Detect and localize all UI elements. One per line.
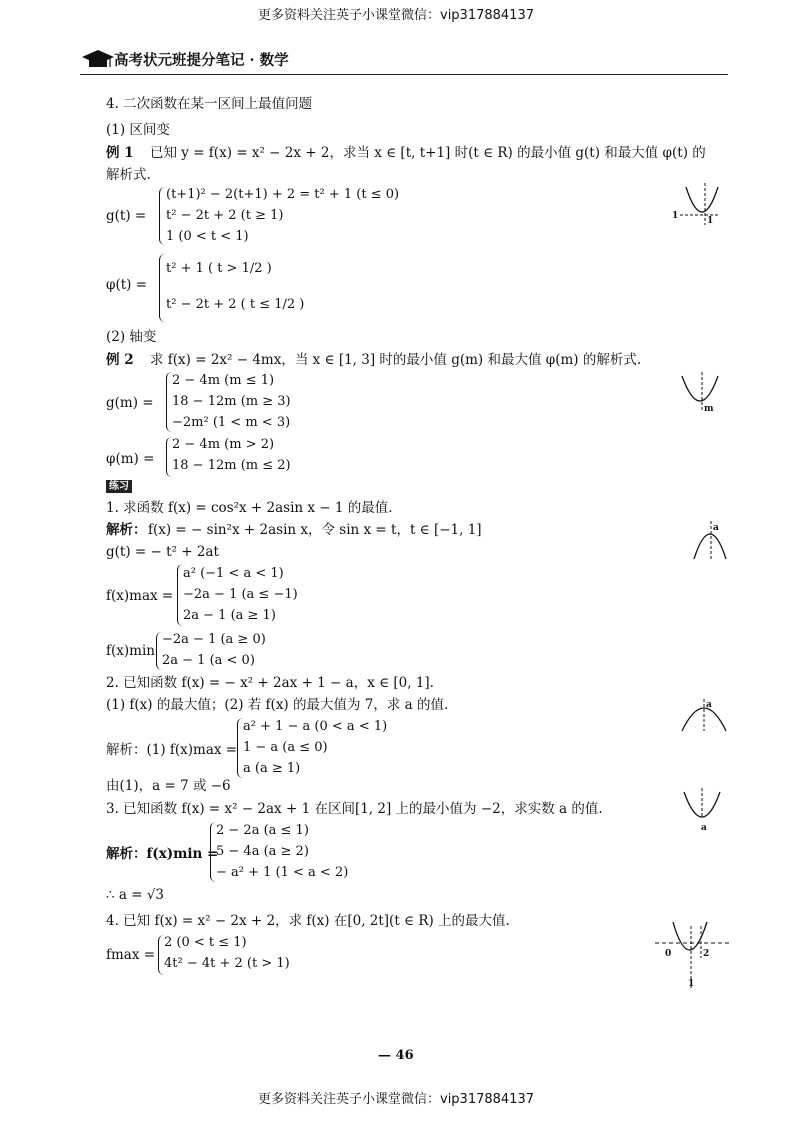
parabola-sketch	[655, 918, 733, 990]
case-row: 18 − 12m (m ≤ 2)	[172, 458, 291, 473]
case-row: 2 − 4m (m > 2)	[172, 437, 275, 452]
phi-m-label: φ(m) =	[106, 451, 155, 467]
sketch-label: a	[713, 523, 719, 533]
case-row: (t+1)² − 2(t+1) + 2 = t² + 1 (t ≤ 0)	[166, 187, 400, 202]
case-row: a² + 1 − a (0 < a < 1)	[243, 719, 388, 734]
case-row: 2a − 1 (a ≥ 1)	[183, 608, 276, 623]
bottom-watermark-note: 更多资料关注英子小课堂微信：vip317884137	[258, 1092, 534, 1107]
case-row: a (a ≥ 1)	[243, 761, 301, 776]
practice-1-solution: f(x) = − sin²x + 2asin x，令 sin x = t，t ∈ [−1, 1]	[148, 522, 482, 538]
subsection-interval-varies: (1) 区间变	[106, 122, 170, 138]
parabola-sketch	[680, 788, 724, 834]
f-max-4-label: fmax =	[106, 947, 156, 963]
case-row: − a² + 1 (1 < a < 2)	[216, 865, 349, 880]
sketch-label: a	[701, 823, 707, 833]
sketch-label: 0	[665, 949, 672, 959]
case-row: t² − 2t + 2 ( t ≤ 1/2 )	[166, 297, 305, 312]
parabola-sketch	[678, 693, 730, 733]
page-number: — 46	[378, 1048, 414, 1063]
case-row: 2 − 2a (a ≤ 1)	[216, 823, 309, 838]
practice-2-subquestions: (1) f(x) 的最大值；(2) 若 f(x) 的最大值为 7，求 a 的值.	[106, 697, 449, 713]
sketch-label: 2	[703, 949, 710, 959]
case-row: 2 − 4m (m ≤ 1)	[172, 373, 275, 388]
case-row: −2a − 1 (a ≥ 0)	[162, 632, 266, 647]
case-row: 1 (0 < t < 1)	[166, 229, 249, 244]
example-2-text: 求 f(x) = 2x² − 4mx，当 x ∈ [1, 3] 时的最小值 g(m) 和最大值 φ(m) 的解析式.	[150, 352, 642, 368]
case-row: 4t² − 4t + 2 (t > 1)	[164, 956, 290, 971]
brace	[159, 187, 165, 245]
case-row: a² (−1 < a < 1)	[183, 566, 284, 581]
subsection-axis-varies: (2) 轴变	[106, 329, 157, 345]
graduation-cap-icon	[80, 47, 116, 71]
sketch-label: 1	[672, 211, 679, 221]
practice-3-result: ∴ a = √3	[106, 887, 165, 903]
practice-tag: 练习	[106, 480, 132, 493]
example-1-label: 例 1	[106, 145, 134, 161]
example-2-label: 例 2	[106, 352, 134, 368]
solution-label: 解析：	[106, 522, 147, 538]
sketch-label: a	[706, 700, 712, 710]
f-min-label: f(x)min	[106, 643, 155, 659]
header-rule	[80, 74, 728, 75]
parabola-sketch	[672, 183, 732, 233]
top-watermark-note: 更多资料关注英子小课堂微信：vip317884137	[258, 8, 534, 23]
case-row: −2m² (1 < m < 3)	[172, 415, 291, 430]
g-m-label: g(m) =	[106, 395, 154, 411]
practice-2-result: 由(1)，a = 7 或 −6	[106, 778, 231, 794]
practice-1-question: 1. 求函数 f(x) = cos²x + 2asin x − 1 的最值.	[106, 500, 393, 516]
case-row: 5 − 4a (a ≥ 2)	[216, 844, 309, 859]
case-row: 2a − 1 (a < 0)	[162, 653, 255, 668]
brace	[159, 254, 165, 322]
f-max-label: f(x)max =	[106, 588, 174, 604]
case-row: −2a − 1 (a ≤ −1)	[183, 587, 298, 602]
practice-3-question: 3. 已知函数 f(x) = x² − 2ax + 1 在区间[1, 2] 上的最小值为 −2，求实数 a 的值.	[106, 801, 603, 817]
practice-1-g-line: g(t) = − t² + 2at	[106, 544, 219, 560]
case-row: t² − 2t + 2 (t ≥ 1)	[166, 208, 284, 223]
case-row: 2 (0 < t ≤ 1)	[164, 935, 247, 950]
parabola-sketch	[690, 515, 730, 563]
parabola-sketch	[676, 372, 728, 416]
section-heading: 4. 二次函数在某一区间上最值问题	[106, 96, 313, 112]
example-1-text: 已知 y = f(x) = x² − 2x + 2，求当 x ∈ [t, t+1] 时(t ∈ R) 的最小值 g(t) 和最大值 φ(t) 的	[150, 145, 706, 161]
g-t-label: g(t) =	[106, 208, 147, 224]
practice-2-solution-label: 解析：(1) f(x)max =	[106, 742, 238, 758]
sketch-label: 1	[688, 979, 695, 989]
case-row: 1 − a (a ≤ 0)	[243, 740, 328, 755]
case-row: t² + 1 ( t > 1/2 )	[166, 261, 272, 276]
case-row: 18 − 12m (m ≥ 3)	[172, 394, 291, 409]
practice-4-question: 4. 已知 f(x) = x² − 2x + 2，求 f(x) 在[0, 2t](t ∈ R) 上的最大值.	[106, 913, 510, 929]
phi-t-label: φ(t) =	[106, 277, 148, 293]
practice-2-question: 2. 已知函数 f(x) = − x² + 2ax + 1 − a，x ∈ [0, 1].	[106, 675, 434, 691]
practice-3-solution-label: 解析：f(x)min =	[106, 846, 219, 862]
example-1-text-cont: 解析式.	[106, 167, 151, 183]
sketch-label: 1	[707, 216, 714, 226]
sketch-label: m	[704, 404, 714, 414]
book-title: 高考状元班提分笔记 · 数学	[114, 52, 289, 69]
